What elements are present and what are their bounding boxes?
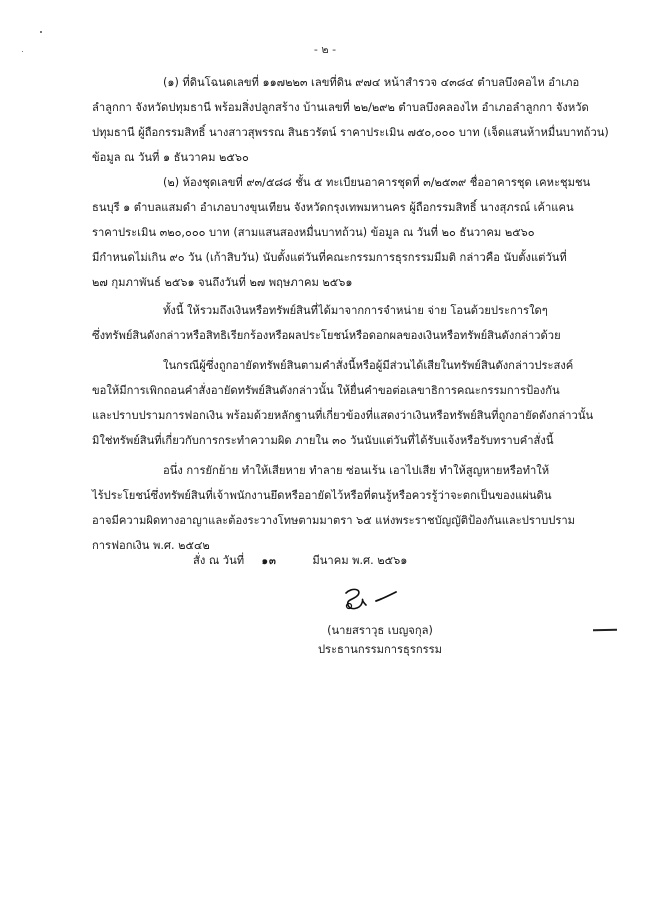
inclusion-line-2: ซึ่งทรัพย์สินดังกล่าวหรือสิทธิเรียกร้องหรือผลประโยชน์หรือดอกผลของเงินหรือทรัพย์สินดังกล่าวด้วย [92,329,561,342]
item2-line-2: ธนบุรี ๑ ตำบลแสมดำ อำเภอบางขุนเทียน จังหวัดกรุงเทพมหานคร ผู้ถือกรรมสิทธิ์ นางสุภรณ์ เค้าแคน [92,201,574,214]
item1-line-4: ข้อมูล ณ วันที่ ๑ ธันวาคม ๒๕๖๐ [92,151,249,164]
objection-line-4: มิใช่ทรัพย์สินที่เกี่ยวกับการกระทำความผิด ภายใน ๓๐ วันนับแต่วันที่ได้รับแจ้งหรือรับทราบคำสั่งนี้ [92,434,554,447]
penalty-line-3: อาจมีความผิดทางอาญาและต้องระวางโทษตามมาตรา ๖๕ แห่งพระราชบัญญัติป้องกันและปราบปราม [92,514,576,527]
penalty-line-1: อนึ่ง การยักย้าย ทำให้เสียหาย ทำลาย ซ่อนเร้น เอาไปเสีย ทำให้สูญหายหรือทำให้ [163,464,550,477]
item2-line-3: ราคาประเมิน ๓๒๐,๐๐๐ บาท (สามแสนสองหมื่นบาทถ้วน) ข้อมูล ณ วันที่ ๒๐ ธันวาคม ๒๕๖๐ [92,226,535,239]
order-date-day: ๑๓ [261,556,277,567]
objection-line-2: ขอให้มีการเพิกถอนคำสั่งอายัดทรัพย์สินดังกล่าวนั้น ให้ยื่นคำขอต่อเลขาธิการคณะกรรมการป้องกัน [92,384,560,397]
item2-line-5: ๒๗ กุมภาพันธ์ ๒๕๖๑ จนถึงวันที่ ๒๗ พฤษภาคม ๒๕๖๑ [92,276,353,289]
item1-line-3: ปทุมธานี ผู้ถือกรรมสิทธิ์ นางสาวสุพรรณ สินธวรัตน์ ราคาประเมิน ๗๕๐,๐๐๐ บาท (เจ็ดแสนห้าหมื่นบาทถ้วน) [92,126,609,139]
scan-speck [40,31,42,33]
penalty-line-4: การฟอกเงิน พ.ศ. ๒๕๔๒ [92,539,210,552]
order-date [193,553,407,570]
signatory-name: (นายสราวุธ เบญจกุล) [327,624,433,637]
inclusion-line-1: ทั้งนี้ ให้รวมถึงเงินหรือทรัพย์สินที่ได้มาจากการจำหน่าย จ่าย โอนด้วยประการใดๆ [163,304,548,317]
objection-line-3: และปราบปรามการฟอกเงิน พร้อมด้วยหลักฐานที่เกี่ยวข้องที่แสดงว่าเงินหรือทรัพย์สินที่ถูกอายัดดังกล่าวนั้น [92,409,594,422]
order-date-month-year: มีนาคม พ.ศ. ๒๕๖๑ [312,554,408,567]
margin-mark [593,629,617,631]
item2-line-1: (๒) ห้องชุดเลขที่ ๙๓/๕๘๘ ชั้น ๕ ทะเบียนอาคารชุดที่ ๓/๒๕๓๙ ชื่ออาคารชุด เคหะชุมชน [163,176,591,189]
order-date-prefix: สั่ง ณ วันที่ [193,554,245,567]
item2-line-4: มีกำหนดไม่เกิน ๙๐ วัน (เก้าสิบวัน) นับตั้งแต่วันที่คณะกรรมการธุรกรรมมีมติ กล่าวคือ นับตั้งแต่วันที่ [92,251,567,264]
item1-line-1: (๑) ที่ดินโฉนดเลขที่ ๑๑๗๒๒๓ เลขที่ดิน ๙๗๔ หน้าสำรวจ ๔๓๘๔ ตำบลบึงคอไห อำเภอ [163,76,580,89]
objection-line-1: ในกรณีผู้ซึ่งถูกอายัดทรัพย์สินตามคำสั่งนี้หรือผู้มีส่วนได้เสียในทรัพย์สินดังกล่าวประสงค์ [163,359,574,372]
signatory-title: ประธานกรรมการธุรกรรม [317,643,443,656]
item1-line-2: ลำลูกกา จังหวัดปทุมธานี พร้อมสิ่งปลูกสร้าง บ้านเลขที่ ๒๒/๒๙๒ ตำบลบึงคลองไห อำเภอลำลูกกา จังหวัด [92,101,589,114]
page-number: - ๒ - [313,43,337,56]
penalty-line-2: ไร้ประโยชน์ซึ่งทรัพย์สินที่เจ้าพนักงานยึดหรืออายัดไว้หรือที่ตนรู้หรือควรรู้ว่าจะตกเป็นของแผ่นดิน [92,489,552,502]
signature-icon [338,585,408,615]
